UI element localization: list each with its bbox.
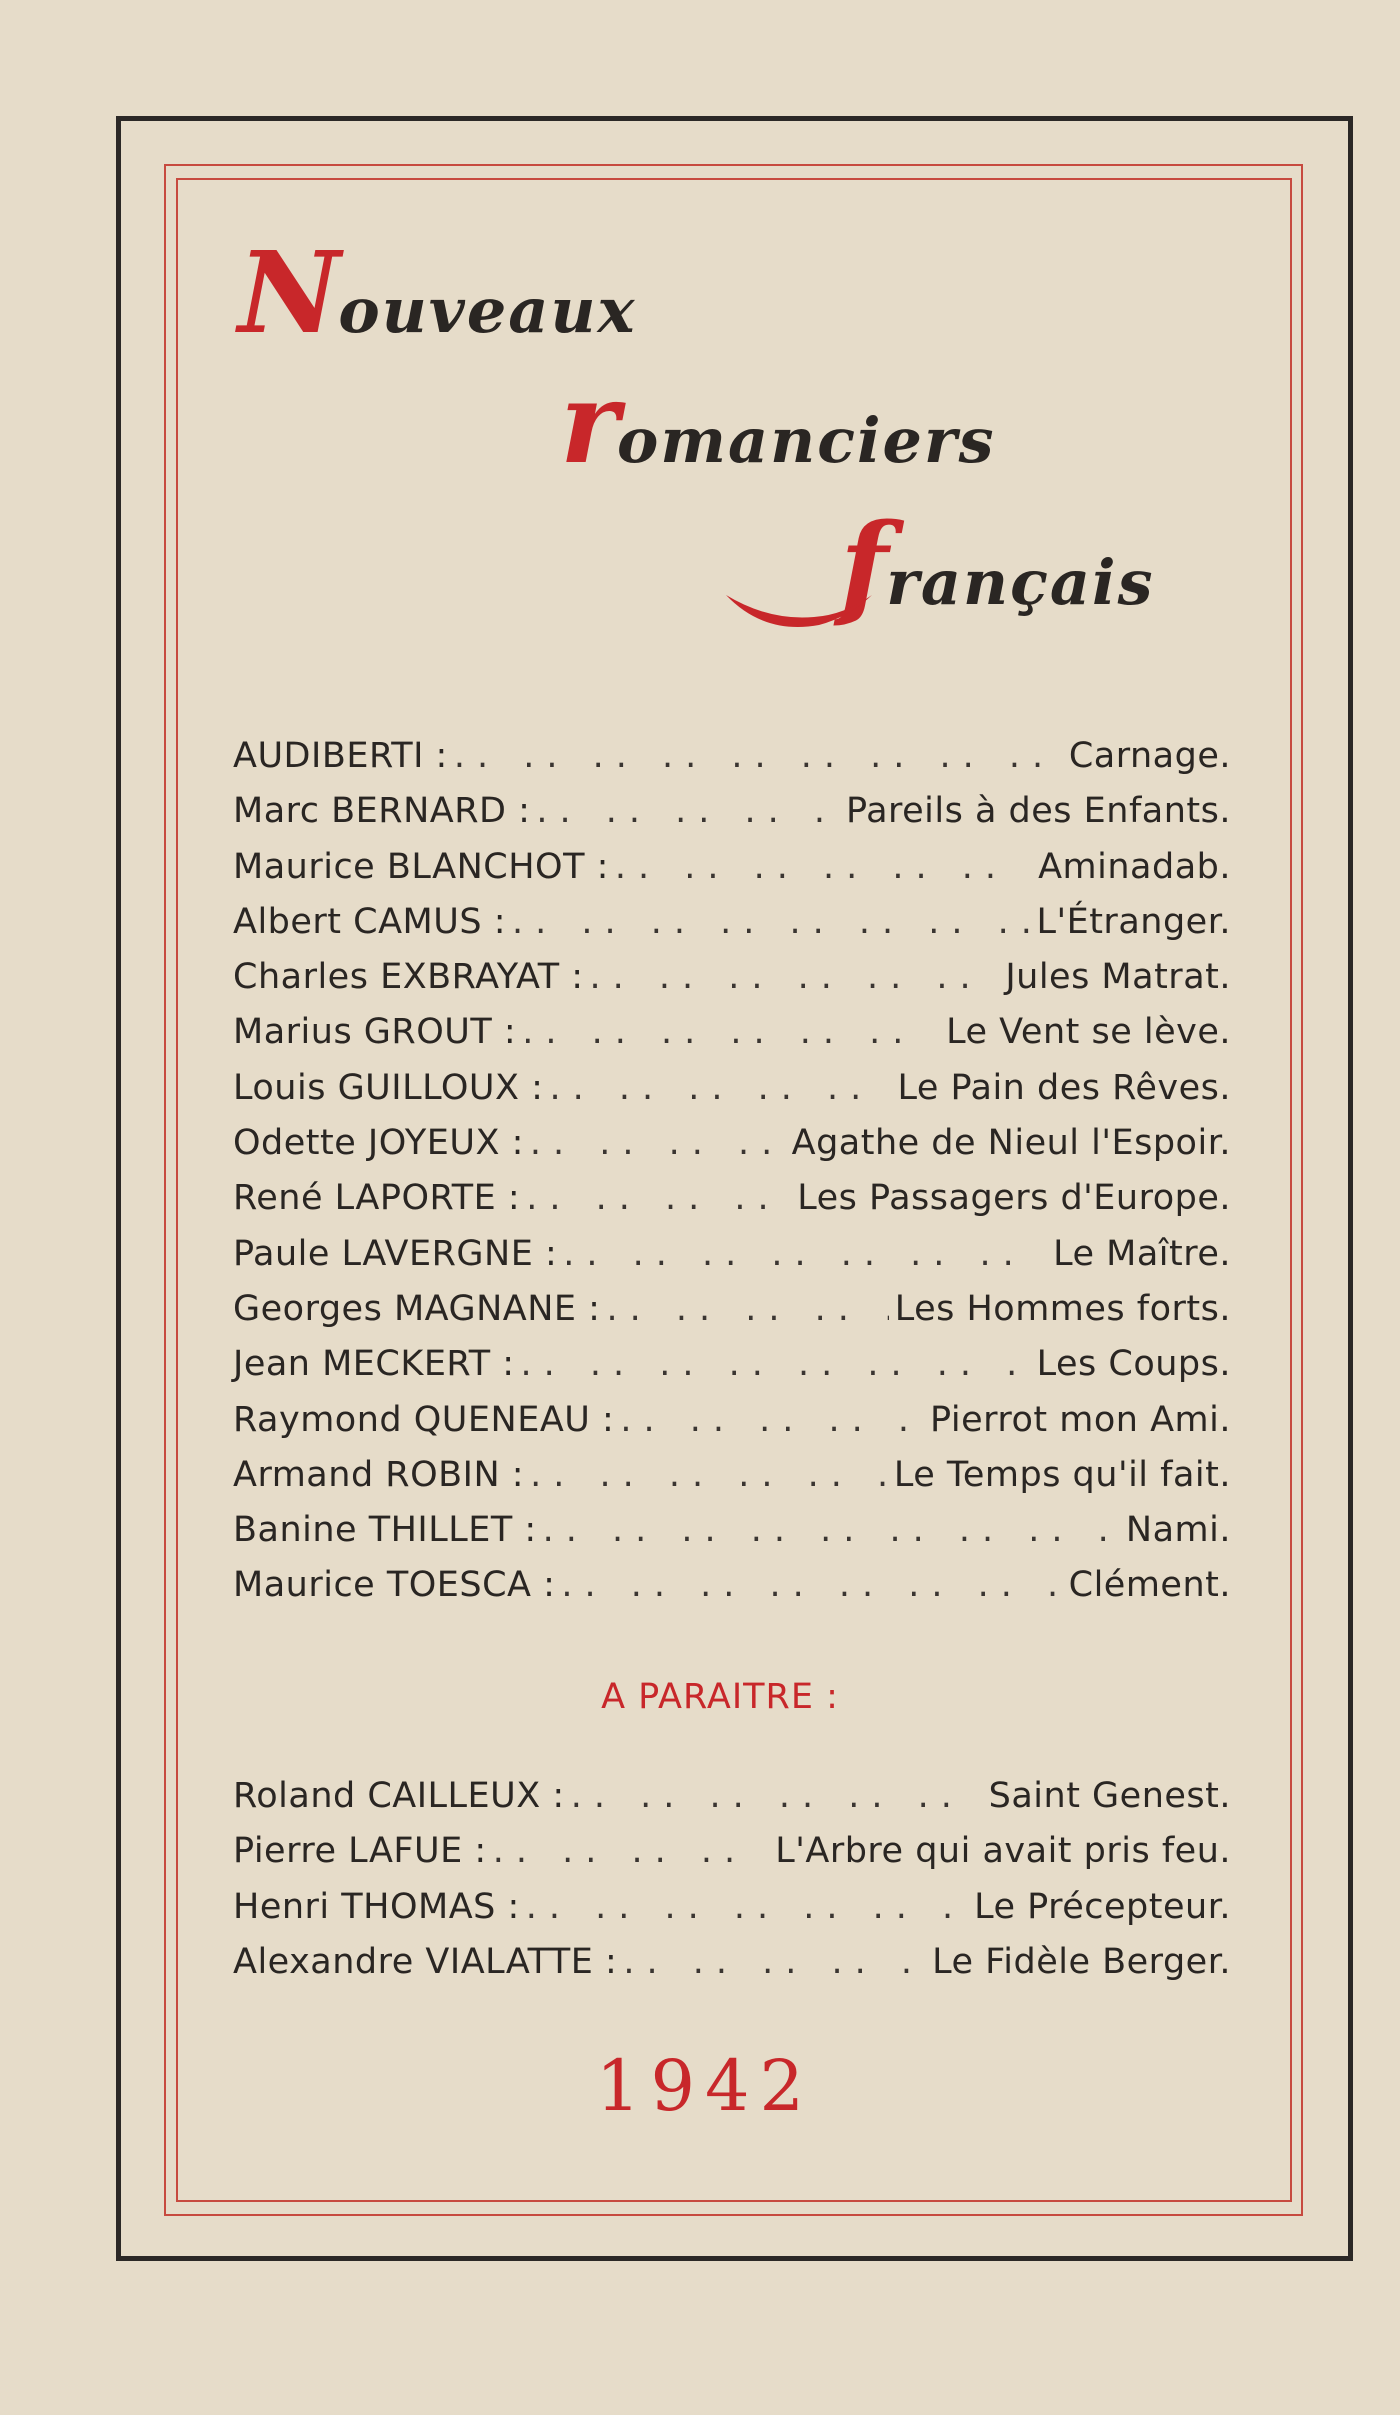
list-entry [233, 1776, 1231, 1831]
work-title: Carnage. [1068, 736, 1231, 776]
list-entry [233, 1123, 1231, 1178]
work-title: Saint Genest. [988, 1776, 1231, 1816]
list-entry [233, 1565, 1231, 1620]
dot-leader [530, 1455, 888, 1495]
list-entry [233, 847, 1231, 902]
author-name: Georges MAGNANE : [233, 1288, 601, 1329]
list-entry [233, 1400, 1231, 1455]
list-entry [233, 791, 1231, 846]
dot-leader [563, 1234, 1047, 1274]
author-name: Charles EXBRAYAT : [233, 957, 584, 998]
work-title: Jules Matrat. [1005, 957, 1231, 998]
title-line-2 [560, 358, 996, 489]
forthcoming-list [233, 1776, 1231, 1997]
work-title: Nami. [1125, 1510, 1231, 1551]
dot-leader [512, 902, 1030, 942]
title-line-3 [840, 500, 1154, 631]
dot-leader [521, 1344, 1031, 1384]
dot-leader [571, 1776, 983, 1816]
work-title: Agathe de Nieul l'Espoir. [791, 1123, 1231, 1164]
dot-leader [454, 736, 1063, 776]
author-name: Marc BERNARD : [233, 791, 531, 832]
author-name: Banine THILLET : [233, 1510, 537, 1551]
author-name: Odette JOYEUX : [233, 1123, 524, 1164]
dot-leader [522, 1012, 940, 1052]
list-entry [233, 1289, 1231, 1344]
work-title: Le Temps qu'il fait. [893, 1454, 1231, 1495]
work-title: Pareils à des Enfants. [846, 791, 1231, 832]
dot-leader [536, 791, 840, 831]
dot-leader [493, 1831, 770, 1871]
work-title: Le Fidèle Berger. [932, 1941, 1231, 1982]
dot-leader [606, 1289, 888, 1329]
list-entry [233, 1887, 1231, 1942]
work-title: Les Hommes forts. [894, 1288, 1231, 1329]
list-entry [233, 1012, 1231, 1067]
title-swash-ornament [724, 555, 874, 635]
title-line-1 [238, 228, 637, 359]
author-name: Henri THOMAS : [233, 1886, 520, 1927]
author-name: Jean MECKERT : [233, 1344, 515, 1385]
author-name: Raymond QUENEAU : [233, 1399, 615, 1440]
title-initial-3: f [840, 500, 891, 631]
author-name: Pierre LAFUE : [233, 1831, 487, 1872]
author-name: AUDIBERTI : [233, 736, 448, 776]
title-rest-1: ouveaux [338, 274, 637, 347]
forthcoming-heading: A PARAITRE : [601, 1677, 839, 1717]
dot-leader [620, 1400, 924, 1440]
list-entry [233, 736, 1231, 791]
list-entry [233, 1178, 1231, 1233]
work-title: Clément. [1068, 1565, 1231, 1606]
list-entry [233, 1234, 1231, 1289]
dot-leader [549, 1068, 891, 1108]
dot-leader [526, 1178, 791, 1218]
list-entry [233, 1831, 1231, 1886]
author-name: René LAPORTE : [233, 1178, 521, 1219]
work-title: Le Précepteur. [974, 1886, 1231, 1927]
title-rest-2: omanciers [617, 404, 996, 477]
list-entry [233, 957, 1231, 1012]
dot-leader [526, 1887, 968, 1927]
list-entry [233, 1344, 1231, 1399]
author-name: Maurice BLANCHOT : [233, 846, 609, 887]
work-title: L'Étranger. [1036, 901, 1231, 942]
dot-leader [530, 1123, 786, 1163]
dot-leader [623, 1942, 926, 1982]
work-title: Aminadab. [1038, 846, 1231, 887]
work-title: Les Passagers d'Europe. [797, 1178, 1231, 1219]
publication-year: 1942 [595, 2045, 815, 2127]
title-initial-1: N [238, 228, 343, 359]
author-name: Maurice TOESCA : [233, 1565, 556, 1606]
dot-leader [561, 1565, 1062, 1605]
list-entry [233, 1942, 1231, 1997]
work-title: Le Maître. [1053, 1233, 1231, 1274]
dot-leader [543, 1510, 1120, 1550]
author-name: Albert CAMUS : [233, 901, 506, 942]
author-name: Louis GUILLOUX : [233, 1067, 544, 1108]
work-title: Le Pain des Rêves. [897, 1067, 1231, 1108]
work-title: Les Coups. [1036, 1344, 1231, 1385]
list-entry [233, 1510, 1231, 1565]
work-title: L'Arbre qui avait pris feu. [775, 1831, 1231, 1872]
work-title: Le Vent se lève. [946, 1012, 1231, 1053]
list-entry [233, 1455, 1231, 1510]
author-name: Marius GROUT : [233, 1012, 517, 1053]
dot-leader [615, 847, 1032, 887]
title-initial-2: r [560, 358, 622, 489]
author-name: Alexandre VIALATTE : [233, 1941, 618, 1982]
list-entry [233, 1068, 1231, 1123]
author-list [233, 736, 1231, 1621]
work-title: Pierrot mon Ami. [930, 1399, 1231, 1440]
dot-leader [590, 957, 1000, 997]
title-rest-3: rançais [886, 546, 1155, 619]
author-name: Roland CAILLEUX : [233, 1776, 565, 1816]
author-name: Armand ROBIN : [233, 1454, 525, 1495]
list-entry [233, 902, 1231, 957]
author-name: Paule LAVERGNE : [233, 1233, 558, 1274]
